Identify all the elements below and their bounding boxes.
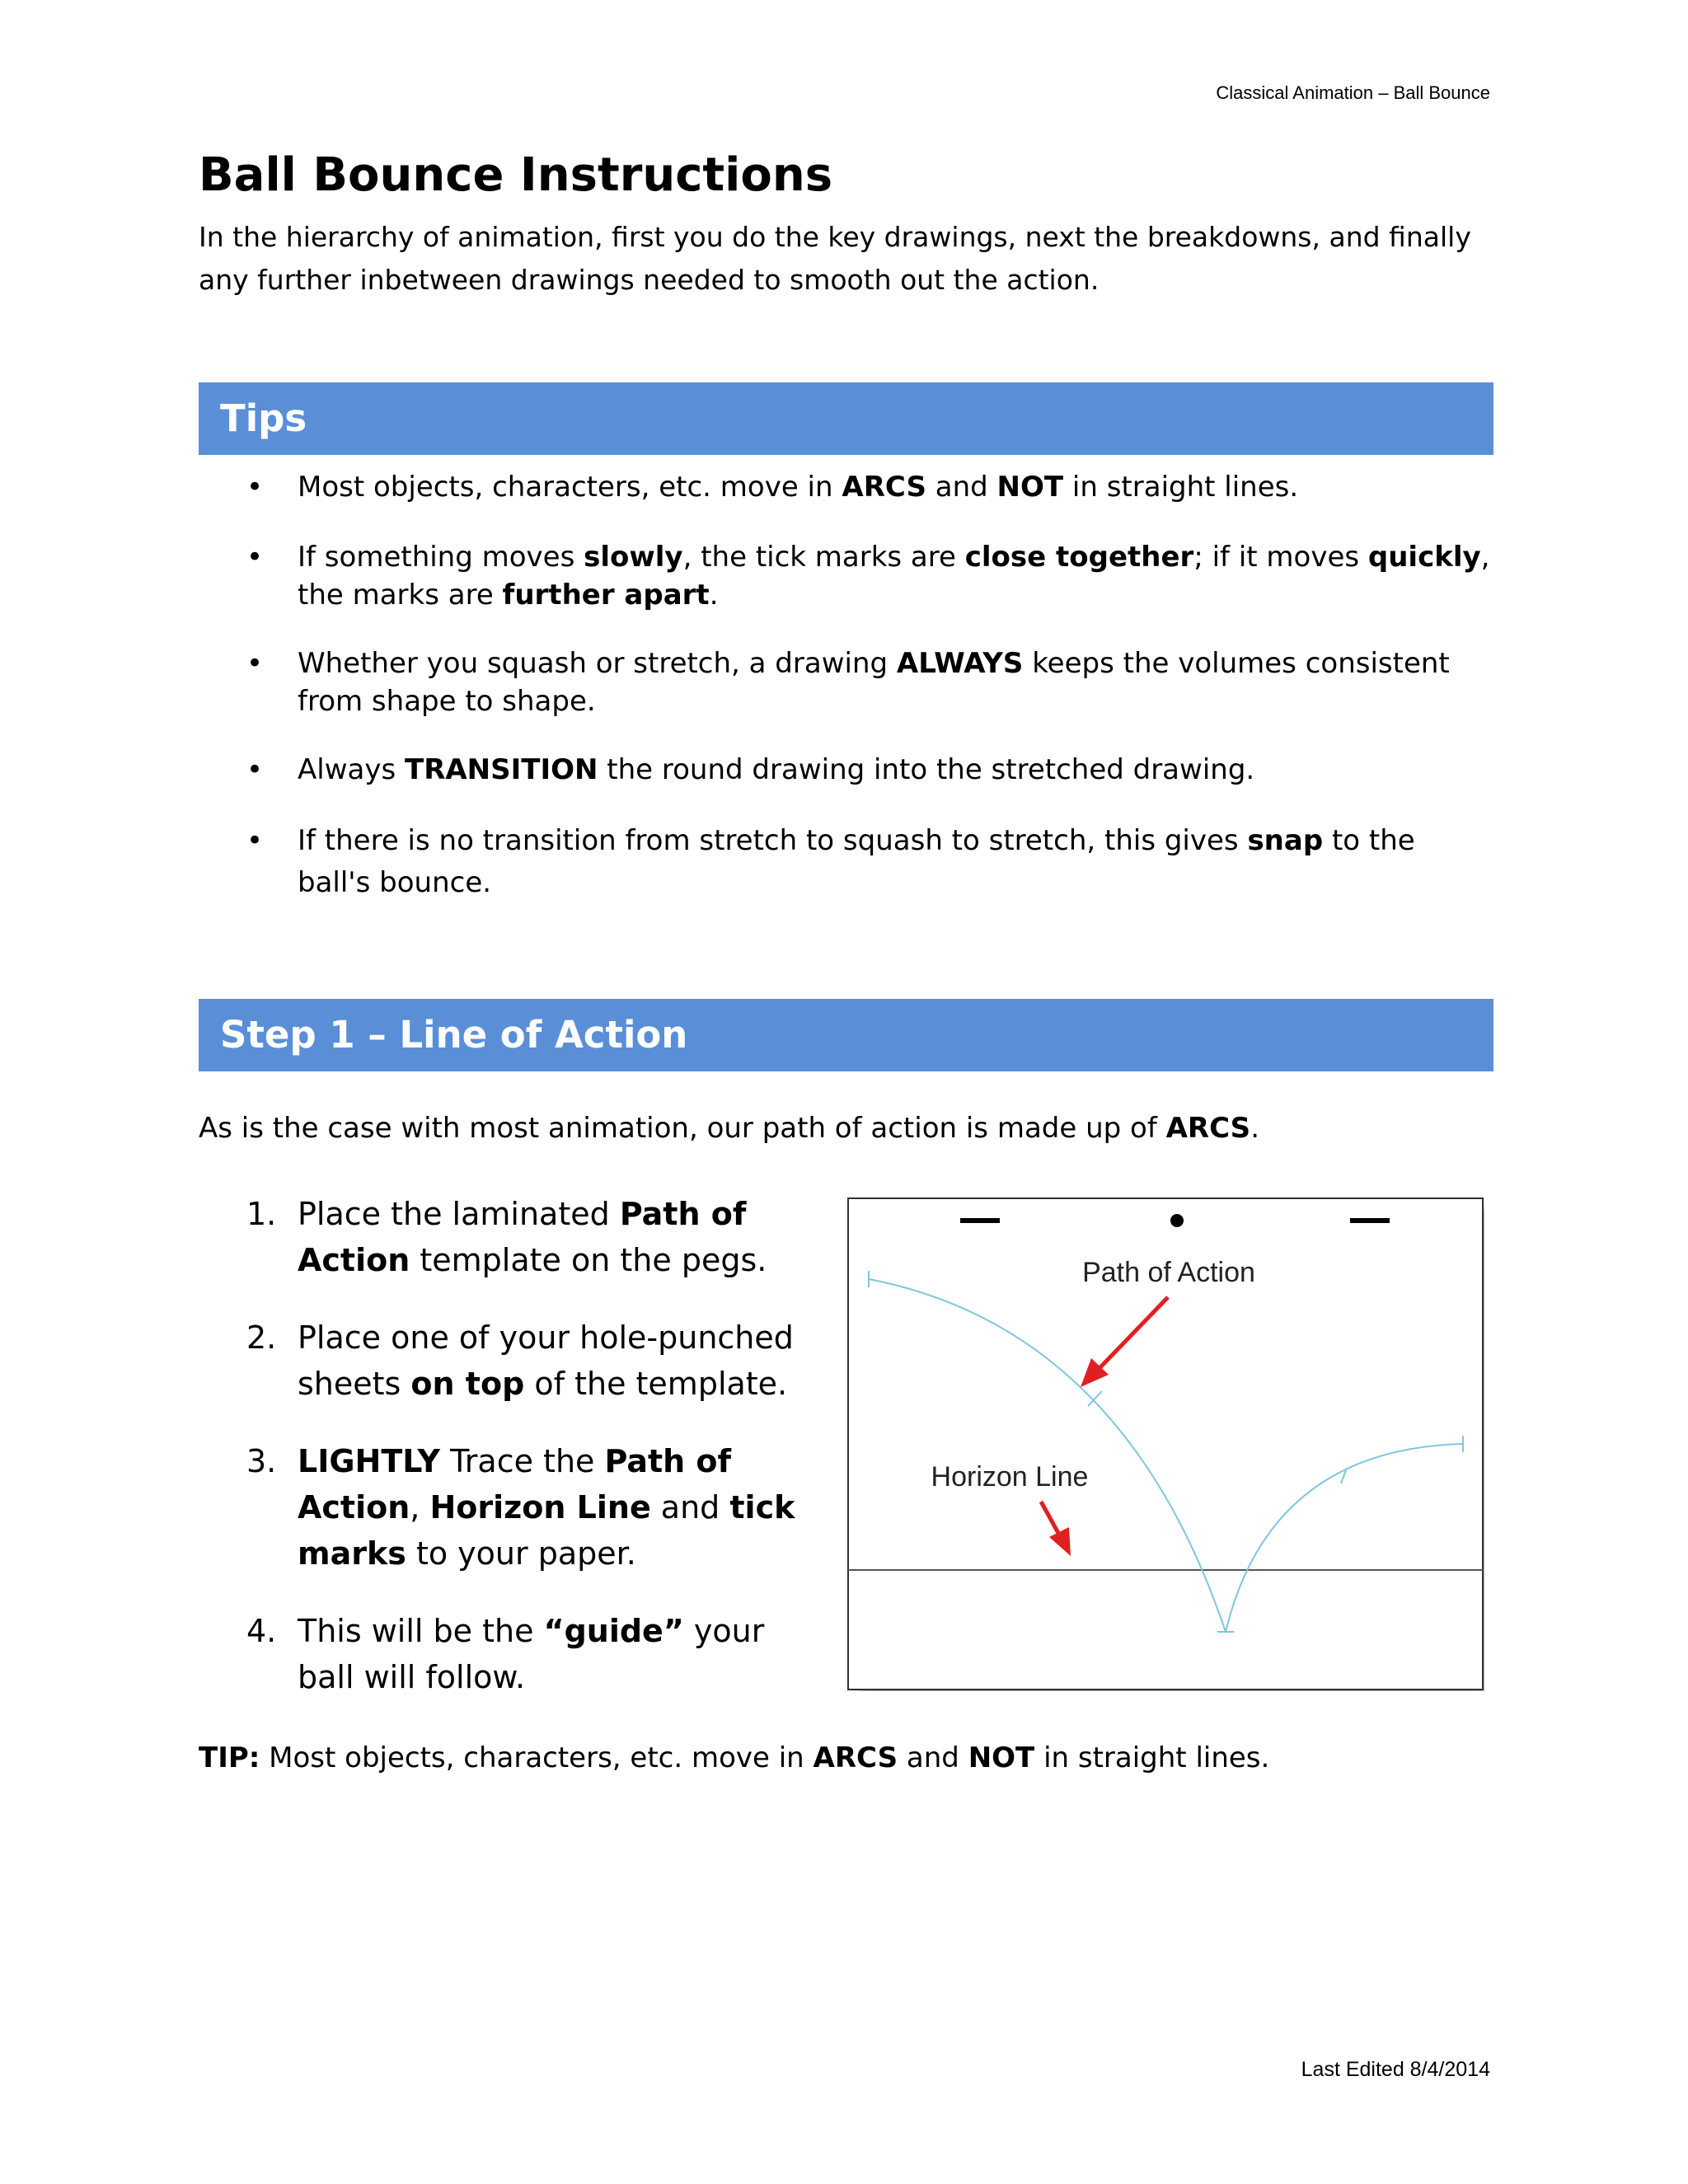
- bullet: •: [246, 753, 264, 786]
- tip-item: • Whether you squash or stretch, a drawing ALWAYS keeps the volumes consistent from shape to shape.: [199, 644, 1493, 720]
- tip-item: • Most objects, characters, etc. move in ARCS and NOT in straight lines.: [199, 468, 1493, 506]
- bullet: •: [246, 647, 264, 680]
- tips-list: [199, 468, 1493, 904]
- path-of-action-label: Path of Action: [1082, 1257, 1255, 1288]
- path-of-action-figure: [846, 1197, 1484, 1691]
- peg-slot: [1350, 1218, 1390, 1223]
- tips-heading: Tips: [199, 382, 1493, 455]
- step1-lead: As is the case with most animation, our path of action is made up of ARCS.: [199, 1112, 1259, 1145]
- intro-paragraph: In the hierarchy of animation, first you do the key drawings, next the breakdowns, and finally any further inbetween drawings needed to smooth out the action.: [199, 221, 1471, 296]
- page-title: Ball Bounce Instructions: [199, 148, 833, 202]
- tip-item: • If something moves slowly, the tick marks are close together; if it moves quickly, the marks are further apart.: [199, 538, 1493, 614]
- list-item: 4. This will be the “guide” your ball will follow.: [246, 1613, 765, 1695]
- step1-heading: Step 1 – Line of Action: [199, 999, 1493, 1071]
- horizon-line-label: Horizon Line: [931, 1461, 1089, 1493]
- last-edited: Last Edited 8/4/2014: [1301, 2058, 1490, 2081]
- tip-item: • If there is no transition from stretch to squash to stretch, this gives snap to the ball's bounce.: [199, 820, 1493, 904]
- running-header: Classical Animation – Ball Bounce: [1216, 82, 1490, 103]
- peg-hole: [1170, 1214, 1184, 1227]
- tip-note: TIP: Most objects, characters, etc. move in ARCS and NOT in straight lines.: [199, 1741, 1270, 1774]
- bullet: •: [246, 824, 264, 857]
- list-item: 1. Place the laminated Path of Action template on the pegs.: [246, 1196, 767, 1278]
- step1-list: [199, 1191, 825, 1700]
- peg-slot: [960, 1218, 1000, 1223]
- list-item: 3. LIGHTLY Trace the Path of Action, Horizon Line and tick marks to your paper.: [246, 1443, 795, 1572]
- tip-item: • Always TRANSITION the round drawing into the stretched drawing.: [199, 751, 1493, 789]
- bullet: •: [246, 471, 264, 504]
- bullet: •: [246, 541, 264, 574]
- list-item: 2. Place one of your hole-punched sheets on top of the template.: [246, 1319, 794, 1402]
